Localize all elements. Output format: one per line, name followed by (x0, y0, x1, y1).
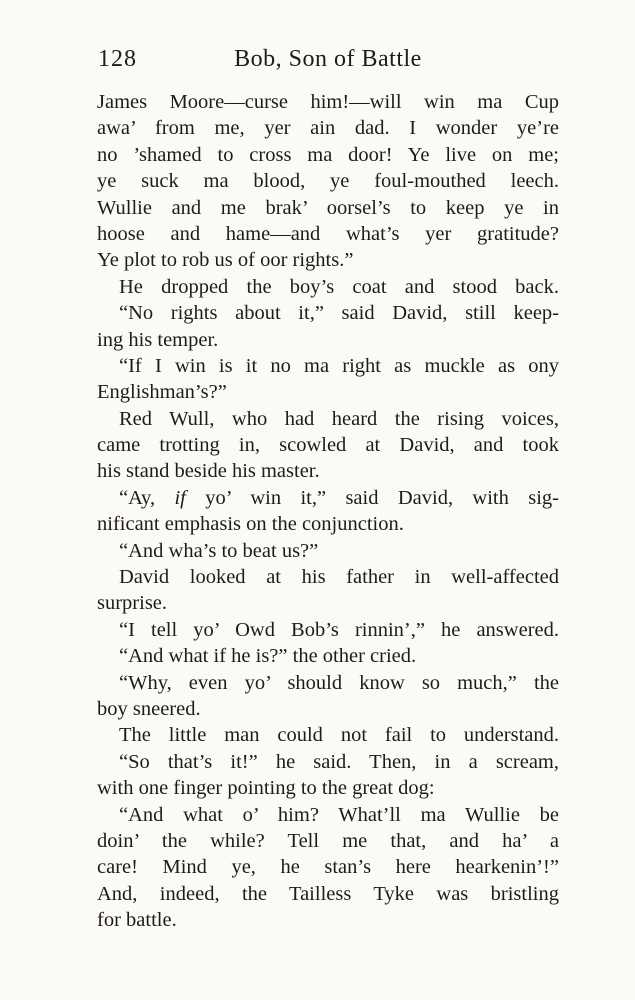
text-line: doin’ the while? Tell me that, and ha’ a (97, 829, 559, 852)
text-line: James Moore—curse him!—will win ma Cup (97, 91, 559, 113)
emphasis-text: if (174, 486, 186, 509)
text-line: nificant emphasis on the conjunction. (97, 513, 404, 536)
page-header (98, 42, 558, 76)
body-text (97, 89, 559, 934)
text-line: Englishman’s?” (97, 381, 227, 404)
running-title: Bob, Son of Battle (234, 46, 422, 72)
text-line: hoose and hame—and what’s yer gratitude? (97, 222, 559, 245)
text-line: for battle. (97, 909, 177, 932)
text-line: care! Mind ye, he stan’s here hearkenin’!” (97, 856, 559, 879)
text-line: boy sneered. (97, 697, 201, 720)
text-line: came trotting in, scowled at David, and took (97, 434, 559, 457)
text-line: “And what if he is?” the other cried. (119, 645, 417, 668)
text-line: with one finger pointing to the great dog: (97, 777, 435, 800)
text-line: his stand beside his master. (97, 460, 320, 483)
text-line: no ’shamed to cross ma door! Ye live on me; (97, 143, 559, 166)
page-number: 128 (98, 46, 137, 72)
text-line: surprise. (97, 592, 168, 615)
text-line: “I tell yo’ Owd Bob’s rinnin’,” he answered. (119, 618, 559, 641)
text-line: Red Wull, who had heard the rising voices, (119, 407, 559, 430)
text-line: ye suck ma blood, ye foul-mouthed leech. (97, 170, 559, 193)
text-line: “Why, even yo’ should know so much,” the (119, 671, 559, 694)
text-line: “And what o’ him? What’ll ma Wullie be (119, 803, 559, 826)
text-line: ing his temper. (97, 328, 219, 351)
text-line: “And wha’s to beat us?” (119, 539, 319, 562)
text-line: “Ay, if yo’ win it,” said David, with sig- (119, 486, 559, 509)
text-line: Wullie and me brak’ oorsel’s to keep ye in (97, 196, 559, 219)
text-line: David looked at his father in well-affected (119, 566, 559, 589)
text-line: The little man could not fail to understand. (119, 724, 559, 747)
text-line: And, indeed, the Tailless Tyke was bristling (97, 882, 559, 905)
text-line: Ye plot to rob us of oor rights.” (97, 249, 354, 272)
text-line: “No rights about it,” said David, still keep- (119, 302, 559, 325)
text-line: He dropped the boy’s coat and stood back. (119, 275, 559, 298)
text-line: awa’ from me, yer ain dad. I wonder ye’re (97, 117, 559, 140)
text-line: “So that’s it!” he said. Then, in a scream, (119, 750, 559, 773)
text-line: “If I win is it no ma right as muckle as ony (119, 354, 559, 377)
